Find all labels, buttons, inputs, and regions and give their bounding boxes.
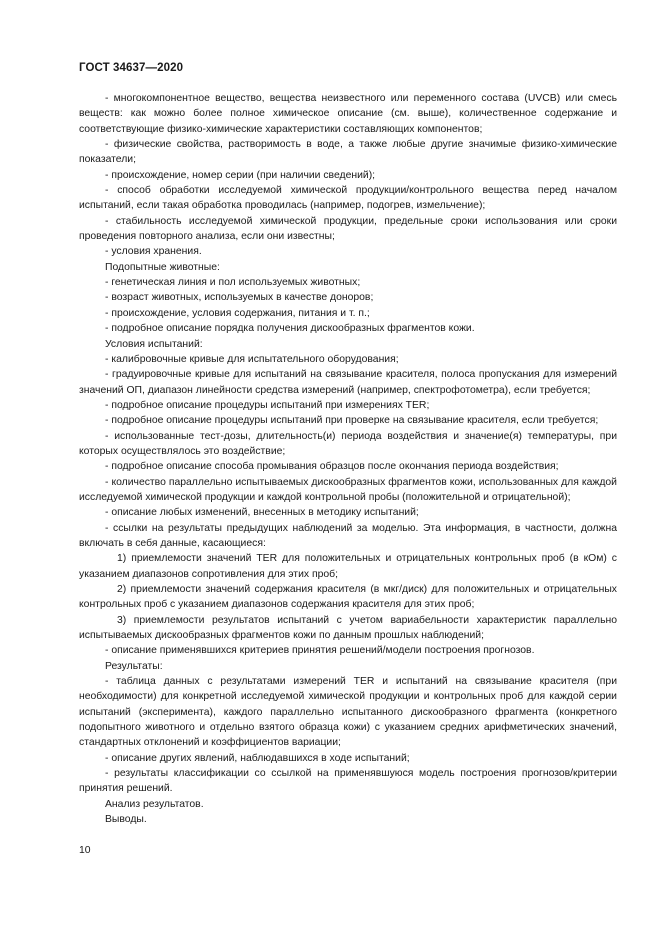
- paragraph: - генетическая линия и пол используемых животных;: [105, 277, 361, 289]
- paragraph: - способ обработки исследуемой химической продукции/контрольного вещества перед началом испытаний, если такая обработка проводилась (например, подогрев, измельчение);: [79, 185, 617, 212]
- paragraph: - физические свойства, растворимость в воде, а также любые другие значимые физико-химические показатели;: [79, 139, 617, 166]
- paragraph: - происхождение, условия содержания, питания и т. п.;: [105, 307, 370, 319]
- standard-title: ГОСТ 34637—2020: [79, 62, 184, 74]
- paragraph: - калибровочные кривые для испытательного оборудования;: [105, 353, 399, 365]
- section-heading: Анализ результатов.: [105, 798, 204, 810]
- paragraph: - количество параллельно испытываемых дискообразных фрагментов кожи, использованных для каждой исследуемой химической продукции и каждой контрольной пробы (положительной и отрицательной);: [79, 476, 617, 503]
- paragraph: - многокомпонентное вещество, вещества неизвестного или переменного состава (UVCB) или смесь веществ: как можно более полное химическое описание (см. выше), количественное содержание и соответствующие физико-химические характеристики составляющих компонентов;: [79, 93, 617, 135]
- numbered-item: 3) приемлемости результатов испытаний с учетом вариабельности характеристик параллельно испытываемых дискообразных фрагментов кожи по данным прошлых наблюдений;: [79, 614, 617, 642]
- paragraph: - происхождение, номер серии (при наличии сведений);: [105, 169, 376, 181]
- paragraph: - таблица данных с результатами измерений TER и испытаний на связывание красителя (при необходимости) для конкретной исследуемой химической продукции и контрольных проб для каждой серии испытаний (эксперимента), каждого параллельно испытанного дискообразного фрагмента (конкретного подопытного животного и отдельно взятого образца кожи) с указанием средних арифметических значений, стандартных отклонений и коэффициентов вариации;: [79, 676, 617, 749]
- paragraph: - описание любых изменений, внесенных в методику испытаний;: [105, 507, 419, 519]
- paragraph: - условия хранения.: [105, 246, 202, 258]
- paragraph: - ссылки на результаты предыдущих наблюдений за моделью. Эта информация, в частности, должна включать в себя данные, касающиеся:: [79, 522, 617, 549]
- section-heading: Условия испытаний:: [105, 338, 203, 350]
- section-heading: Выводы.: [105, 814, 147, 826]
- paragraph: - подробное описание процедуры испытаний при проверке на связывание красителя, если требуется;: [105, 415, 599, 427]
- numbered-item: 1) приемлемости значений TER для положительных и отрицательных контрольных проб (в кОм) с указанием диапазонов сопротивления для этих проб;: [79, 553, 617, 580]
- paragraph: - описание других явлений, наблюдавшихся в ходе испытаний;: [105, 752, 410, 764]
- numbered-item: 2) приемлемости значений содержания красителя (в мкг/диск) для положительных и отрицательных контрольных проб с указанием диапазонов содержания красителя для этих проб;: [79, 584, 617, 611]
- document-body: [79, 91, 617, 828]
- paragraph: - подробное описание процедуры испытаний при измерениях TER;: [105, 399, 430, 411]
- paragraph: - подробное описание порядка получения дискообразных фрагментов кожи.: [105, 323, 475, 335]
- paragraph: - возраст животных, используемых в качестве доноров;: [105, 292, 374, 304]
- paragraph: - подробное описание способа промывания образцов после окончания периода воздействия;: [105, 461, 559, 473]
- page-number: 10: [79, 845, 91, 856]
- section-heading: Подопытные животные:: [105, 261, 220, 273]
- paragraph: - описание применявшихся критериев принятия решений/модели построения прогнозов.: [105, 645, 535, 657]
- paragraph: - результаты классификации со ссылкой на применявшуюся модель построения прогнозов/критерии принятия решений.: [79, 768, 617, 795]
- paragraph: - градуировочные кривые для испытаний на связывание красителя, полоса пропускания для измерений значений ОП, диапазон линейности средства измерений (например, спектрофотометра), если требуется;: [79, 369, 617, 396]
- section-heading: Результаты:: [105, 660, 163, 672]
- paragraph: - использованные тест-дозы, длительность(и) периода воздействия и значение(я) температуры, при которых осуществлялось это воздействие;: [79, 430, 617, 457]
- paragraph: - стабильность исследуемой химической продукции, предельные сроки использования или сроки проведения повторного анализа, если они известны;: [79, 215, 617, 243]
